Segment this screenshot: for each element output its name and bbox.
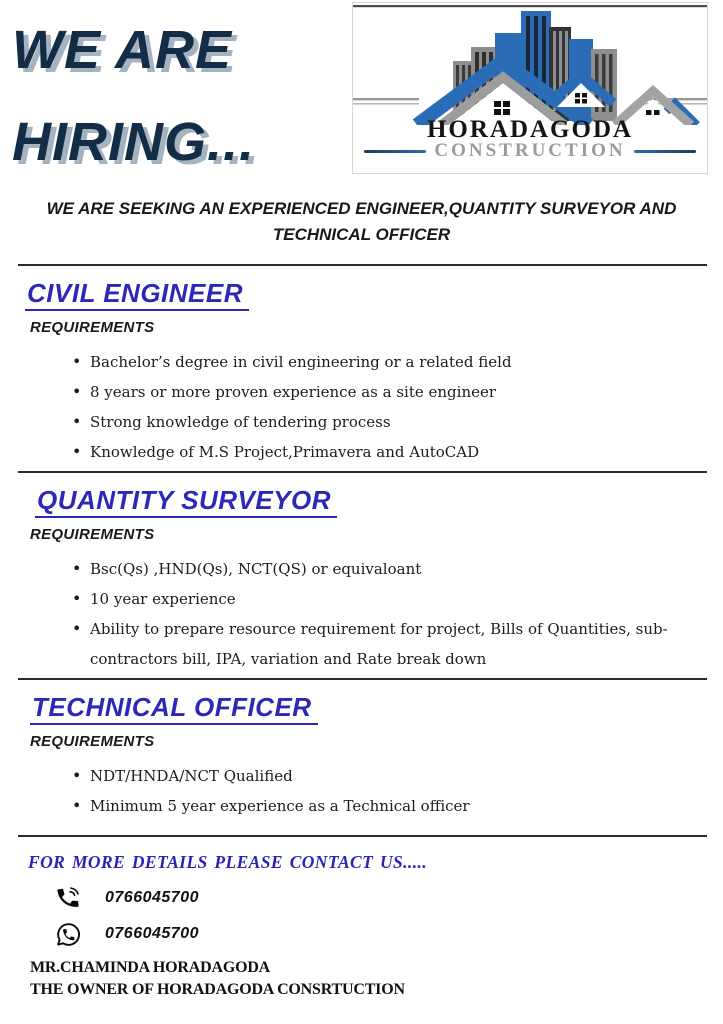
header-row bbox=[0, 0, 723, 188]
requirement-item: • Ability to prepare resource requirement for project, Bills of Quantities, sub-contractors bill, IPA, variation and Rate break down bbox=[90, 614, 712, 674]
requirement-item: • Bsc(Qs) ,HND(Qs), NCT(QS) or equivaloant bbox=[90, 554, 712, 584]
logo-company-type: CONSTRUCTION bbox=[434, 140, 626, 161]
requirements-list bbox=[0, 554, 723, 674]
hiring-line-1: WE ARE bbox=[12, 20, 232, 80]
phone-number: 0766045700 bbox=[105, 889, 199, 906]
requirements-list bbox=[0, 347, 723, 467]
contact-section bbox=[0, 851, 723, 1001]
logo-subtitle-row bbox=[353, 141, 707, 161]
section-technical-officer bbox=[0, 680, 723, 821]
requirements-list bbox=[0, 761, 723, 821]
whatsapp-icon bbox=[55, 921, 105, 948]
whatsapp-number: 0766045700 bbox=[105, 925, 199, 942]
job-title-quantity-surveyor: QUANTITY SURVEYOR bbox=[35, 485, 337, 518]
requirement-item: • NDT/HNDA/NCT Qualified bbox=[90, 761, 712, 791]
hiring-headline bbox=[12, 4, 255, 188]
logo-right-rule bbox=[634, 150, 696, 153]
requirement-item: • Knowledge of M.S Project,Primavera and AutoCAD bbox=[90, 437, 712, 467]
requirement-item: • 10 year experience bbox=[90, 584, 712, 614]
job-title-civil-engineer: CIVIL ENGINEER bbox=[25, 278, 249, 311]
section-quantity-surveyor bbox=[0, 473, 723, 674]
owner-name: MR.CHAMINDA HORADAGODA bbox=[30, 959, 271, 976]
requirement-item: • 8 years or more proven experience as a site engineer bbox=[90, 377, 712, 407]
construction-buildings-graphic bbox=[353, 3, 707, 125]
job-title-technical-officer: TECHNICAL OFFICER bbox=[30, 692, 318, 725]
owner-title: THE OWNER OF HORADAGODA CONSRTUCTION bbox=[30, 981, 405, 998]
requirement-item: • Bachelor’s degree in civil engineering or a related field bbox=[90, 347, 712, 377]
logo-company-name: HORADAGODA bbox=[426, 116, 634, 143]
contact-header: FOR MORE DETAILS PLEASE CONTACT US..... bbox=[28, 852, 428, 872]
requirements-label: REQUIREMENTS bbox=[30, 733, 155, 750]
requirements-label: REQUIREMENTS bbox=[30, 526, 155, 543]
intro-statement: WE ARE SEEKING AN EXPERIENCED ENGINEER,QUANTITY SURVEYOR AND TECHNICAL OFFICER bbox=[46, 199, 677, 244]
requirement-item: • Minimum 5 year experience as a Technical officer bbox=[90, 791, 712, 821]
divider bbox=[18, 835, 707, 837]
phone-icon bbox=[55, 885, 105, 911]
logo-left-rule bbox=[364, 150, 426, 153]
requirement-item: • Strong knowledge of tendering process bbox=[90, 407, 712, 437]
whatsapp-row bbox=[55, 919, 723, 949]
requirements-label: REQUIREMENTS bbox=[30, 319, 155, 336]
section-civil-engineer bbox=[0, 266, 723, 467]
hiring-line-2: HIRING... bbox=[12, 112, 256, 172]
phone-row bbox=[55, 883, 723, 913]
company-logo bbox=[352, 2, 708, 174]
